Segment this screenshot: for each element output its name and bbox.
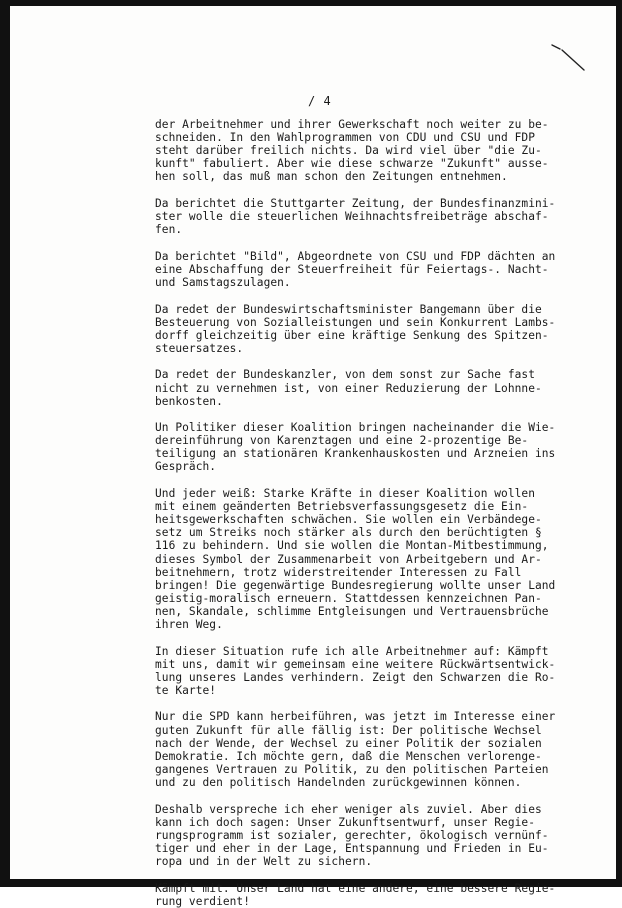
- paragraph: [155, 368, 575, 407]
- document-body: [155, 118, 575, 908]
- text-line: lung unseres Landes verhindern. Zeigt den Schwarzen die Ro-: [155, 670, 556, 684]
- text-line: te Karte!: [155, 683, 217, 697]
- text-line: Un Politiker dieser Koalition bringen nacheinander die Wie-: [155, 421, 556, 435]
- text-line: heitsgewerkschaften schwächen. Sie wollen ein Verbändege-: [155, 513, 542, 527]
- text-line: guten Zukunft für alle fällig ist: Der politische Wechsel: [155, 723, 542, 737]
- text-line: nicht zu vernehmen ist, von einer Reduzierung der Lohnne-: [155, 381, 542, 395]
- text-line: ster wolle die steuerlichen Weihnachtsfreibeträge abschaf-: [155, 210, 549, 224]
- paragraph: [155, 118, 575, 183]
- text-line: steht darüber freilich nichts. Da wird viel über "die Zu-: [155, 144, 542, 158]
- text-line: kunft" fabuliert. Aber wie diese schwarze "Zukunft" ausse-: [155, 157, 549, 171]
- text-line: bringen! Die gegenwärtige Bundesregierung wollte unser Land: [155, 578, 556, 592]
- text-line: rungsprogramm ist sozialer, gerechter, ökologisch vernünf-: [155, 828, 549, 842]
- text-line: Da berichtet die Stuttgarter Zeitung, der Bundesfinanzmini-: [155, 196, 556, 210]
- text-line: dereinführung von Karenztagen und eine 2-prozentige Be-: [155, 434, 529, 448]
- text-line: beitnehmern, trotz widerstreitender Interessen zu Fall: [155, 565, 522, 579]
- paragraph: [155, 250, 575, 289]
- paragraph: [155, 803, 575, 868]
- paragraph: [155, 487, 575, 631]
- text-line: eine Abschaffung der Steuerfreiheit für Feiertags-. Nacht-: [155, 262, 549, 276]
- text-line: ropa und in der Welt zu sichern.: [155, 854, 373, 868]
- text-line: tiger und eher in der Lage, Entspannung und Frieden in Eu-: [155, 841, 549, 855]
- text-line: geistig-moralisch erneuern. Stattdessen kennzeichnen Pan-: [155, 591, 542, 605]
- paragraph: [155, 197, 575, 236]
- text-line: benkosten.: [155, 394, 223, 408]
- text-line: Nur die SPD kann herbeiführen, was jetzt im Interesse einer: [155, 710, 556, 724]
- text-line: ihren Weg.: [155, 618, 223, 631]
- page-number: / 4: [308, 94, 332, 108]
- text-line: fen.: [155, 223, 183, 237]
- text-line: Kämpft mit. Unser Land hat eine andere, eine bessere Regie-: [155, 881, 556, 895]
- text-line: dieses Symbol der Zusammenarbeit von Arbeitgebern und Ar-: [155, 552, 542, 566]
- text-line: hen soll, das muß man schon den Zeitungen entnehmen.: [155, 170, 508, 184]
- text-line: Da redet der Bundeswirtschaftsminister Bangemann über die: [155, 302, 542, 316]
- text-line: mit einem geänderten Betriebsverfassungsgesetz die Ein-: [155, 500, 529, 514]
- text-line: Deshalb verspreche ich eher weniger als zuviel. Aber dies: [155, 802, 542, 816]
- text-line: Demokratie. Ich möchte gern, daß die Menschen verlorenge-: [155, 749, 542, 763]
- text-line: rung verdient!: [155, 894, 250, 908]
- text-line: Da redet der Bundeskanzler, von dem sonst zur Sache fast: [155, 368, 535, 382]
- paragraph: [155, 710, 575, 789]
- text-line: dorff gleichzeitig über eine kräftige Senkung des Spitzen-: [155, 328, 549, 342]
- text-line: nen, Skandale, schlimme Entgleisungen und Vertrauensbrüche: [155, 604, 549, 618]
- text-line: und Samstagszulagen.: [155, 275, 291, 289]
- text-line: und zu den politisch Handelnden zurückgewinnen können.: [155, 775, 522, 789]
- paragraph: [155, 645, 575, 697]
- text-line: Und jeder weiß: Starke Kräfte in dieser Koalition wollen: [155, 487, 535, 501]
- text-line: schneiden. In den Wahlprogrammen von CDU und CSU und FDP: [155, 131, 535, 145]
- text-line: Gespräch.: [155, 460, 217, 474]
- text-line: In dieser Situation rufe ich alle Arbeitnehmer auf: Kämpft: [155, 644, 549, 658]
- text-line: Besteuerung von Sozialleistungen und sein Konkurrent Lambs-: [155, 315, 556, 329]
- text-line: setz um Streiks noch stärker als durch den berüchtigten §: [155, 526, 542, 540]
- text-line: Da berichtet "Bild", Abgeordnete von CSU und FDP dächten an: [155, 249, 556, 263]
- text-line: der Arbeitnehmer und ihrer Gewerkschaft noch weiter zu be-: [155, 118, 549, 131]
- text-line: teiligung an stationären Krankenhauskosten und Arzneien ins: [155, 447, 556, 461]
- pen-stroke-mark: [550, 42, 586, 72]
- text-line: kann ich doch sagen: Unser Zukunftsentwurf, unser Regie-: [155, 815, 535, 829]
- paragraph: [155, 421, 575, 473]
- text-line: mit uns, damit wir gemeinsam eine weitere Rückwärtsentwick-: [155, 657, 556, 671]
- text-line: 116 zu behindern. Und sie wollen die Montan-Mitbestimmung,: [155, 539, 549, 553]
- paragraph: [155, 303, 575, 355]
- text-line: nach der Wende, der Wechsel zu einer Politik der sozialen: [155, 736, 542, 750]
- text-line: steuersatzes.: [155, 341, 244, 355]
- text-line: gangenes Vertrauen zu Politik, zu den politischen Parteien: [155, 762, 549, 776]
- paragraph: [155, 882, 575, 908]
